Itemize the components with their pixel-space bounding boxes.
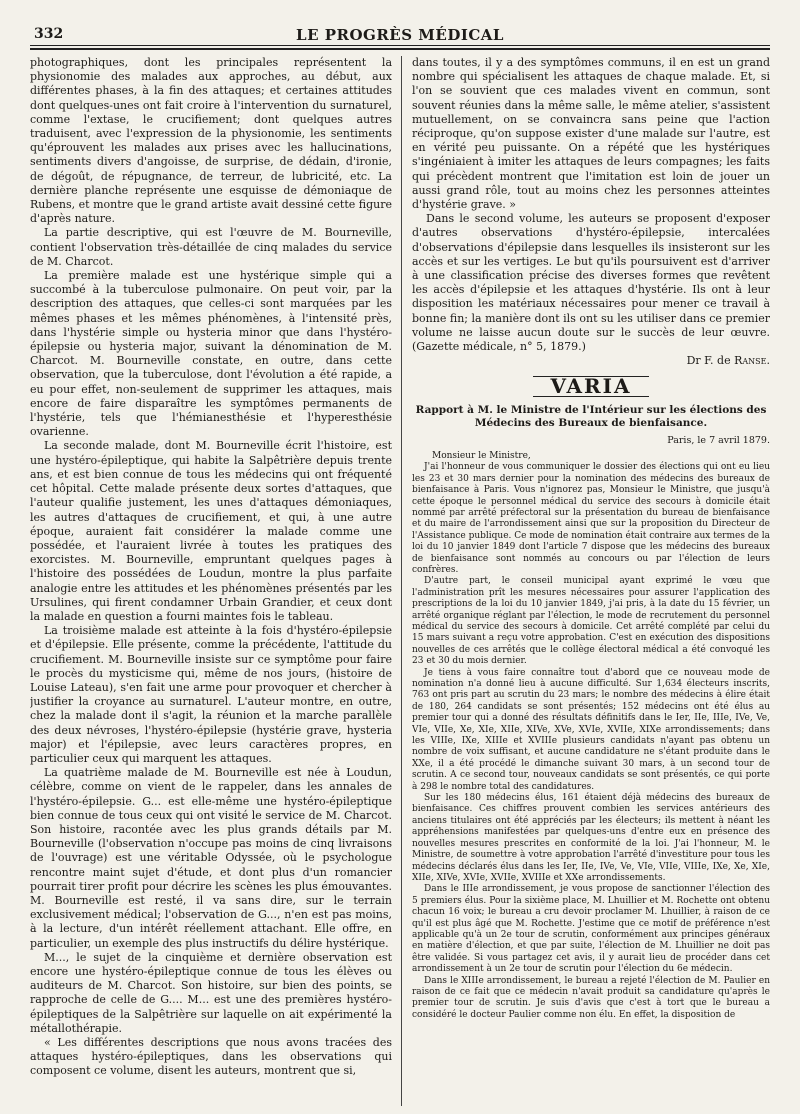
signature [412,354,770,368]
paragraph: M..., le sujet de la cinquième et dernière observation est encore une hystéro-épileptique connue de tous les élèves ou auditeurs de M. Charcot. Son histoire, sur bien des points, se rapproche de celle de G.... M... est une des premières hystéro-épileptiques de la Salpêtrière sur laquelle on ait expérimenté la métallothérapie. [30,950,392,1035]
page-number: 332 [34,26,64,42]
column-divider [401,56,402,1106]
paragraph: D'autre part, le conseil municipal ayant exprimé le vœu que l'administration prît les mesures nécessaires pour assurer l'application des prescriptions de la loi du 10 janvier 1849, j'ai pris, à la date du 15 février, un arrêté organique réglant par l'élection, le mode de recrutement du personnel médical du service des secours à domicile. Cet arrêté complété par celui du 15 mars suivant a reçu votre approbation. C'est en exécution des dispositions nouvelles de ces arrêtés que le collège électoral médical a été convoqué les 23 et 30 du mois dernier. [412,576,770,667]
paragraph: J'ai l'honneur de vous communiquer le dossier des élections qui ont eu lieu les 23 et 30 mars dernier pour la nomination des médecins des bureaux de bienfaisance à Paris. Vous n'ignorez pas, Monsieur le Ministre, que jusqu'à cette époque le personnel médical du service des secours à domicile était nommé par arrêté préfectoral sur la présentation du bureau de bienfaisance et du maire de l'arrondissement ainsi que sur la proposition du Directeur de l'Assistance publique. Ce mode de nomination était contraire aux termes de la loi du 10 janvier 1849 dont l'article 7 dispose que les médecins des bureaux de bienfaisance sont nommés au concours ou par l'élection de leurs confrères. [412,462,770,575]
paragraph: La troisième malade est atteinte à la fois d'hystéro-épilepsie et d'épilepsie. Elle présente, comme la précédente, l'attitude du crucifiement. M. Bourneville insiste sur ce symptôme pour faire le procès du mysticisme qui, même de nos jours, (histoire de Louise Lateau), s'en fait une arme pour provoquer et chercher à justifier la croyance au surnaturel. L'auteur montre, en outre, chez la malade dont il s'agit, la réunion et la marche parallèle des deux névroses, l'hystéro-épilepsie (hystérie grave, hysteria major) et l'épilepsie, avec leurs caractères propres, en particulier ceux qui marquent les attaques. [30,624,392,765]
paragraph: Dans le second volume, les auteurs se proposent d'exposer d'autres observations d'hystéro-épilepsie, intercalées d'observations d'épilepsie dans lesquelles ils insisteront sur les accès et sur les vertiges. Le but qu'ils poursuivent est d'arriver à une classification précise des diverses formes que revêtent les accès d'épilepsie et les attaques d'hystérie. Ils ont à leur disposition les matériaux nécessaires pour mener ce travail à bonne fin; la manière dont ils ont su les utiliser dans ce premier volume ne laisse aucun doute sur le succès de leur œuvre. (Gazette médicale, n° 5, 1879.) [412,212,770,354]
paragraph: La première malade est une hystérique simple qui a succombé à la tuberculose pulmonaire. On peut voir, par la description des attaques, que celles-ci sont marquées par les mêmes phases et les mêmes phénomènes, à l'intensité près, dans l'hystérie simple ou hysteria minor que dans l'hystéro-épilepsie ou hysteria major, suivant la dénomination de M. Charcot. M. Bourneville constate, en outre, dans cette observation, que la tuberculose, dont l'évolution a été rapide, a eu pour effet, non-seulement de supprimer les attaques, mais encore de faire disparaître les symptômes permanents de l'hystérie, tels que l'hémianesthésie et l'hyperesthésie ovarienne. [30,269,392,439]
header-rule-thick [30,48,770,50]
paragraph: Dans le IIIe arrondissement, je vous propose de sanctionner l'élection des 5 premiers élus. Pour la sixième place, M. Lhuillier et M. Rochette ont obtenu chacun 16 voix; le bureau a cru devoir proclamer M. Lhuillier, à raison de ce qu'il est plus âgé que M. Rochette. J'estime que ce motif de préférence n'est applicable qu'à un 2e tour de scrutin, conformément aux principes généraux en matière d'élection, et que par suite, l'élection de M. Lhuillier ne doit pas être validée. Si vous partagez cet avis, il y aurait lieu de procéder dans cet arrondissement à un 2e tour de scrutin pour l'élection du 6e médecin. [412,884,770,975]
paragraph: « Les différentes descriptions que nous avons tracées des attaques hystéro-épileptiques, dans les observations qui composent ce volume, disent les auteurs, montrent que si, [30,1036,392,1078]
paragraph: La seconde malade, dont M. Bourneville écrit l'histoire, est une hystéro-épileptique, qui habite la Salpêtrière depuis trente ans, et est bien connue de tous les médecins qui ont fréquenté cet hôpital. Cette malade présente deux sortes d'attaques, que l'auteur qualifie justement, les unes d'attaques démoniaques, les autres d'attaques de crucifiement, et qui, à une autre époque, auraient fait considérer la malade comme une possédée, et l'auraient livrée à toutes les pratiques des exorcistes. M. Bourneville, empruntant quelques pages à l'histoire des possédées de Loudun, montre la plus parfaite analogie entre les attitudes et les phénomènes présentés par les Ursulines, qui firent condamner Urbain Grandier, et ceux dont la malade en question a fourni maintes fois le tableau. [30,439,392,623]
paragraph: La partie descriptive, qui est l'œuvre de M. Bourneville, contient l'observation très-détaillée de cinq malades du service de M. Charcot. [30,226,392,268]
signature-name: Ranse. [734,354,770,368]
paragraph: photographiques, dont les principales représentent la physionomie des malades aux approches, au début, aux différentes phases, à la fin des attaques; et certaines attitudes dont quelques-unes ont fait croire à l'intervention du surnaturel, comme l'extase, le crucifiement; dont quelques autres traduisent, avec l'expression de la physionomie, les sentiments qu'éprouvent les malades aux prises avec les hallucinations, sentiments divers d'angoisse, de surprise, de dédain, d'ironie, de dégoût, de répugnance, de terreur, de lubricité, etc. La dernière planche représente une esquisse de démoniaque de Rubens, et montre que le grand artiste avait dessiné cette figure d'après nature. [30,56,392,226]
varia-heading: VARIA [533,376,650,396]
journal-title: LE PROGRÈS MÉDICAL [296,26,504,44]
report-title: Rapport à M. le Ministre de l'Intérieur sur les élections des Médecins des Bureaux de bienfaisance. [415,403,767,429]
report-body [412,451,770,1021]
header-rule [30,45,770,46]
paragraph: La quatrième malade de M. Bourneville est née à Loudun, célèbre, comme on vient de le rappeler, dans les annales de l'hystéro-épilepsie. G... est elle-même une hystéro-épileptique bien connue de tous ceux qui ont visité le service de M. Charcot. Son histoire, racontée avec les plus grands détails par M. Bourneville (l'observation n'occupe pas moins de cinq livraisons de l'ouvrage) est une véritable Odyssée, où le psychologue rencontre maint sujet d'étude, et dont plus d'un romancier pourrait tirer profit pour décrire les scènes les plus émouvantes. M. Bourneville est resté, il va sans dire, sur le terrain exclusivement médical; l'observation de G..., n'en est pas moins, à la lecture, d'un intérêt réellement attachant. Elle offre, en particulier, un exemple des plus instructifs du délire hystérique. [30,766,392,950]
paragraph: Dans le XIIIe arrondissement, le bureau a rejeté l'élection de M. Paulier en raison de ce fait que ce médecin n'avait produit sa candidature qu'après le premier tour de scrutin. Je suis d'avis que c'est à tort que le bureau a considéré le docteur Paulier comme non élu. En effet, la disposition de [412,975,770,1020]
right-column [412,56,770,1106]
salutation: Monsieur le Ministre, [432,450,531,461]
left-column [30,56,392,1106]
varia-section [412,376,770,397]
paragraph: dans toutes, il y a des symptômes communs, il en est un grand nombre qui spécialisent les attaques de chaque malade. Et, si l'on se souvient que ces malades vivent en commun, sont souvent réunies dans la même salle, le même atelier, s'assistent mutuellement, on se convaincra sans peine que l'action réciproque, qu'on suppose exister d'une malade sur l'autre, est en vérité peu puissante. On a répété que les hystériques s'ingéniaient à imiter les attaques de leurs compagnes; les faits qui précèdent montrent que l'imitation est loin de jouer un aussi grand rôle, tout au moins chez les personnes atteintes d'hystérie grave. » [412,56,770,212]
paragraph: Je tiens à vous faire connaître tout d'abord que ce nouveau mode de nomination n'a donné lieu à aucune difficulté. Sur 1,634 électeurs inscrits, 763 ont pris part au scrutin du 23 mars; le nombre des médecins à élire était de 180, 264 candidats se sont présentés; 152 médecins ont été élus au premier tour qui a donné des résultats définitifs dans le Ier, IIe, IIIe, IVe, Ve, VIe, VIIe, Xe, XIe, XIIe, XIVe, XVe, XVIe, XVIIe, XIXe arrondissements; dans les VIIIe, IXe, XIIIe et XVIIIe plusieurs candidats n'ayant pas obtenu un nombre de voix suffisant, et aucune candidature ne s'étant produite dans le XXe, il a été procédé le dimanche suivant 30 mars, à un second tour de scrutin. A ce second tour, nouveaux candidats se sont présentés, ce qui porte à 298 le nombre total des candidatures. [412,667,770,792]
paragraph: Sur les 180 médecins élus, 161 étaient déjà médecins des bureaux de bienfaisance. Ces chiffres prouvent combien les services antérieurs des anciens titulaires ont été appréciés par les électeurs; ils mettent à néant les appréhensions manifestées par quelques-uns d'entre eux en présence des nouvelles mesures prescrites en conformité de la loi. J'ai l'honneur, M. le Ministre, de soumettre à votre approbation l'arrêté d'investiture pour tous les médecins déclarés élus dans les Ier, IIe, IVe, Ve, VIe, VIIe, VIIIe, IXe, Xe, XIe, XIIe, XIVe, XVIe, XVIIe, XVIIIe et XXe arrondissements. [412,793,770,883]
report-dateline: Paris, le 7 avril 1879. [667,434,770,446]
signature-prefix: Dr F. de [686,354,731,368]
